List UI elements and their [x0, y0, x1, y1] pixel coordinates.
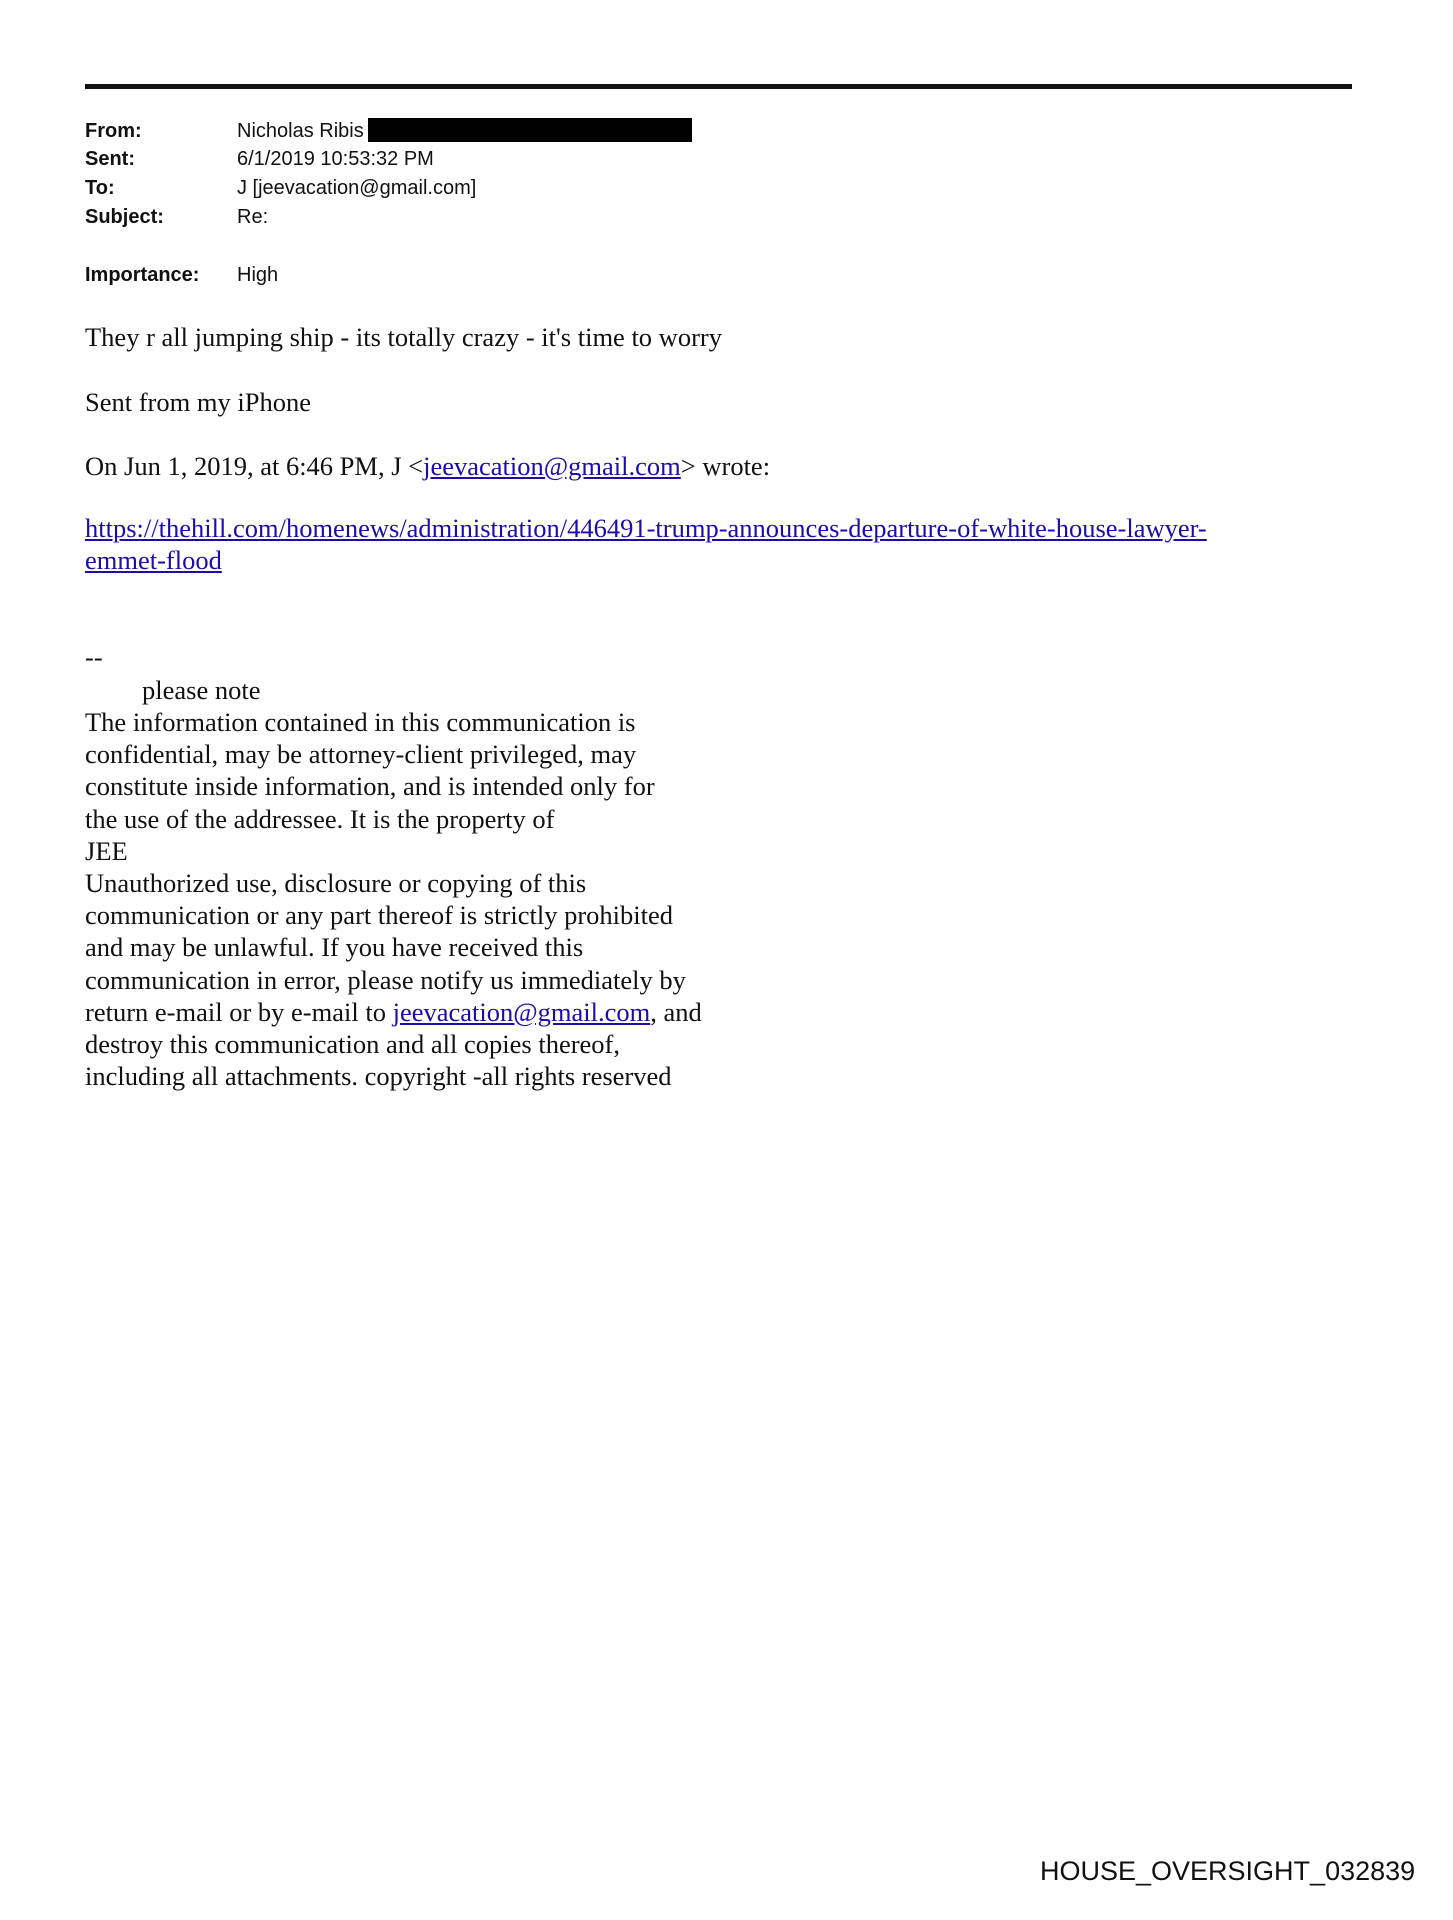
header-divider — [85, 84, 1352, 89]
from-label: From: — [85, 120, 142, 142]
signature-dashes: -- — [85, 642, 103, 672]
importance-label: Importance: — [85, 264, 200, 286]
article-link[interactable] — [85, 512, 1207, 576]
disclaimer-return-suffix: , and — [650, 996, 702, 1027]
disclaimer — [85, 706, 702, 1092]
quote-header — [85, 450, 770, 482]
to-value: J [jeevacation@gmail.com] — [237, 177, 477, 199]
disclaimer-line: the use of the addressee. It is the property of — [85, 803, 555, 834]
disclaimer-email-link[interactable]: jeevacation@gmail.com — [392, 996, 651, 1027]
message-text: They r all jumping ship - its totally crazy - it's time to worry — [85, 322, 722, 352]
disclaimer-line: The information contained in this communication is — [85, 707, 636, 737]
from-value: Nicholas Ribis — [237, 120, 364, 142]
quote-suffix: > wrote: — [680, 451, 771, 481]
disclaimer-line: confidential, may be attorney-client privileged, may — [85, 739, 637, 770]
sent-label: Sent: — [85, 148, 135, 170]
sent-value: 6/1/2019 10:53:32 PM — [237, 148, 434, 170]
redaction-box — [368, 118, 692, 142]
disclaimer-line: communication in error, please notify us immediately by — [85, 964, 686, 995]
disclaimer-line: and may be unlawful. If you have received this — [85, 932, 584, 963]
signature-text: Sent from my iPhone — [85, 387, 311, 417]
quote-prefix: On Jun 1, 2019, at 6:46 PM, J < — [85, 451, 424, 481]
please-note: please note — [142, 675, 261, 705]
article-link-line1[interactable]: https://thehill.com/homenews/administration/446491-trump-announces-departure-of-white-house-lawyer- — [85, 513, 1207, 543]
subject-value: Re: — [237, 206, 269, 228]
disclaimer-line: destroy this communication and all copies thereof, — [85, 1029, 621, 1060]
disclaimer-line: JEE — [85, 835, 128, 866]
disclaimer-return-prefix: return e-mail or by e-mail to — [85, 996, 393, 1027]
bates-number: HOUSE_OVERSIGHT_032839 — [1040, 1856, 1416, 1886]
to-label: To: — [85, 177, 115, 199]
subject-label: Subject: — [85, 206, 164, 228]
disclaimer-line: including all attachments. copyright -all rights reserved — [85, 1061, 672, 1092]
quote-email-link[interactable]: jeevacation@gmail.com — [423, 451, 681, 481]
disclaimer-line: communication or any part thereof is strictly prohibited — [85, 900, 673, 931]
disclaimer-line — [85, 996, 702, 1028]
article-link-line2[interactable]: emmet-flood — [85, 545, 222, 576]
importance-value: High — [237, 264, 279, 286]
disclaimer-line: constitute inside information, and is intended only for — [85, 771, 655, 802]
disclaimer-line: Unauthorized use, disclosure or copying of this — [85, 868, 587, 899]
